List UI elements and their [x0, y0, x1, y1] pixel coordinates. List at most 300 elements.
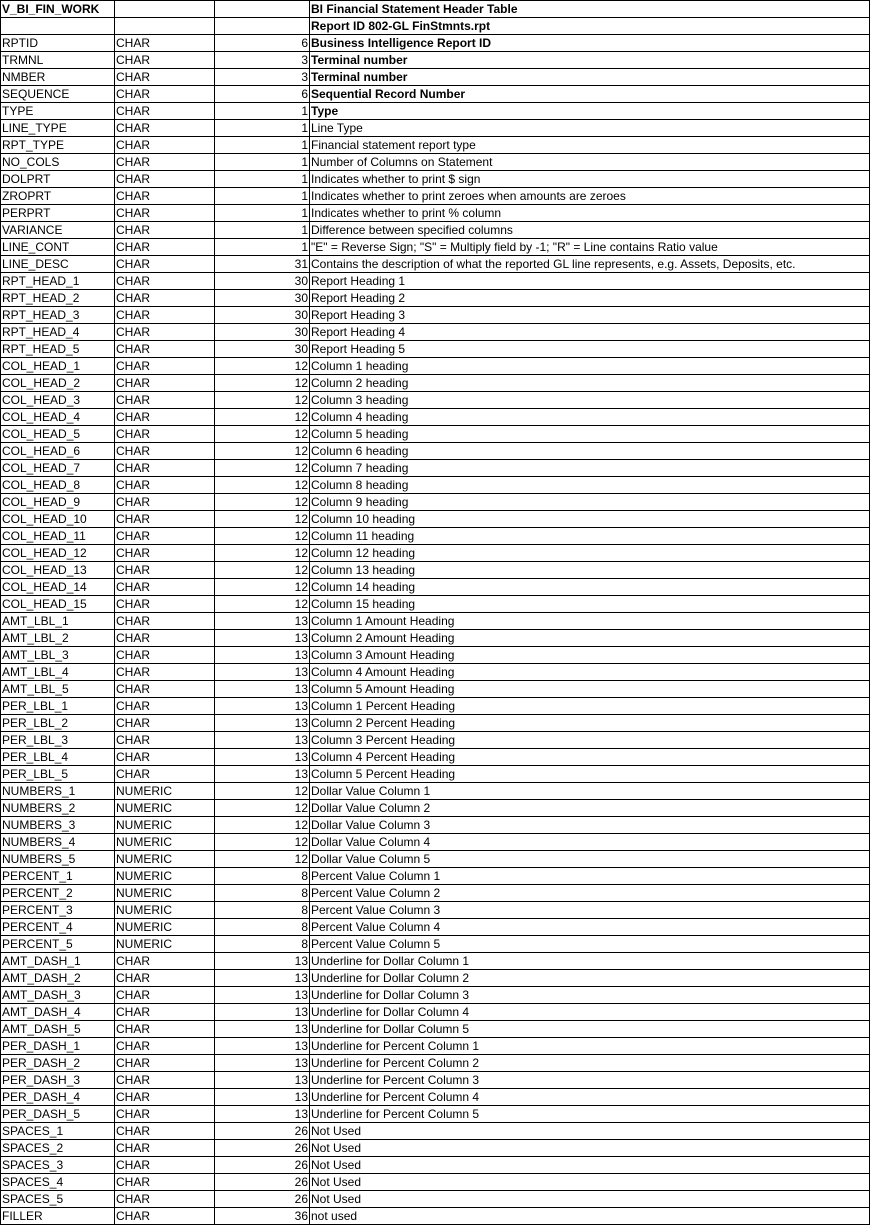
field-type-cell[interactable]: CHAR [115, 545, 215, 562]
field-description-cell[interactable]: Dollar Value Column 3 [310, 817, 870, 834]
field-name-cell[interactable]: LINE_DESC [1, 256, 115, 273]
field-type-cell[interactable]: CHAR [115, 69, 215, 86]
field-name-cell[interactable]: AMT_LBL_1 [1, 613, 115, 630]
field-length-cell[interactable]: 13 [215, 970, 310, 987]
field-name-cell[interactable]: PERPRT [1, 205, 115, 222]
field-name-cell[interactable]: NUMBERS_3 [1, 817, 115, 834]
field-type-cell[interactable]: CHAR [115, 1123, 215, 1140]
field-name-cell[interactable]: NUMBERS_1 [1, 783, 115, 800]
field-type-cell[interactable]: CHAR [115, 749, 215, 766]
field-type-cell[interactable]: CHAR [115, 1157, 215, 1174]
field-length-cell[interactable]: 3 [215, 52, 310, 69]
field-length-cell[interactable]: 12 [215, 477, 310, 494]
table-row [1, 545, 870, 562]
field-length-cell[interactable]: 12 [215, 783, 310, 800]
field-name-cell[interactable]: NMBER [1, 69, 115, 86]
field-length-cell[interactable]: 12 [215, 443, 310, 460]
field-type-cell[interactable]: CHAR [115, 562, 215, 579]
field-type-cell[interactable]: CHAR [115, 1208, 215, 1225]
field-name-cell[interactable]: PER_LBL_2 [1, 715, 115, 732]
field-description-cell[interactable]: Underline for Percent Column 2 [310, 1055, 870, 1072]
field-name-cell[interactable]: COL_HEAD_14 [1, 579, 115, 596]
field-length-cell[interactable]: 6 [215, 86, 310, 103]
field-description-cell[interactable]: Column 3 Percent Heading [310, 732, 870, 749]
field-length-cell[interactable]: 12 [215, 834, 310, 851]
field-length-cell[interactable]: 1 [215, 137, 310, 154]
field-type-cell[interactable]: CHAR [115, 222, 215, 239]
field-length-cell[interactable]: 12 [215, 460, 310, 477]
field-description-cell[interactable]: Underline for Percent Column 5 [310, 1106, 870, 1123]
field-name-cell[interactable]: COL_HEAD_7 [1, 460, 115, 477]
field-name-cell[interactable]: PERCENT_3 [1, 902, 115, 919]
field-length-cell[interactable]: 13 [215, 1072, 310, 1089]
field-name-cell[interactable]: LINE_TYPE [1, 120, 115, 137]
field-type-cell[interactable]: CHAR [115, 358, 215, 375]
field-name-cell[interactable]: TYPE [1, 103, 115, 120]
table-row [1, 358, 870, 375]
field-type-cell[interactable]: CHAR [115, 324, 215, 341]
field-length-cell[interactable]: 12 [215, 817, 310, 834]
field-name-cell[interactable]: RPT_HEAD_5 [1, 341, 115, 358]
field-type-cell[interactable]: CHAR [115, 766, 215, 783]
report-title-cell[interactable]: BI Financial Statement Header Table [310, 1, 870, 18]
field-description-cell[interactable]: Not Used [310, 1191, 870, 1208]
field-type-cell[interactable]: NUMERIC [115, 936, 215, 953]
field-description-cell[interactable]: Column 13 heading [310, 562, 870, 579]
field-length-cell[interactable]: 1 [215, 222, 310, 239]
field-length-cell[interactable]: 12 [215, 596, 310, 613]
field-type-cell[interactable]: CHAR [115, 460, 215, 477]
field-type-cell[interactable]: CHAR [115, 681, 215, 698]
field-description-cell[interactable]: Column 3 Amount Heading [310, 647, 870, 664]
field-type-cell[interactable]: CHAR [115, 1038, 215, 1055]
field-length-cell[interactable]: 30 [215, 307, 310, 324]
field-description-cell[interactable]: Column 4 Percent Heading [310, 749, 870, 766]
field-name-cell[interactable]: FILLER [1, 1208, 115, 1225]
field-name-cell[interactable]: COL_HEAD_4 [1, 409, 115, 426]
field-type-cell[interactable]: NUMERIC [115, 851, 215, 868]
field-type-cell[interactable]: NUMERIC [115, 800, 215, 817]
field-length-cell[interactable]: 1 [215, 188, 310, 205]
field-description-cell[interactable]: Underline for Percent Column 1 [310, 1038, 870, 1055]
field-type-cell[interactable]: CHAR [115, 154, 215, 171]
field-name-cell[interactable]: COL_HEAD_13 [1, 562, 115, 579]
field-name-cell[interactable]: PER_DASH_1 [1, 1038, 115, 1055]
field-description-cell[interactable]: Column 5 Amount Heading [310, 681, 870, 698]
field-length-cell[interactable]: 13 [215, 1038, 310, 1055]
field-length-cell[interactable]: 12 [215, 511, 310, 528]
field-type-cell[interactable]: NUMERIC [115, 919, 215, 936]
field-description-cell[interactable]: Report Heading 3 [310, 307, 870, 324]
field-description-cell[interactable]: Report Heading 2 [310, 290, 870, 307]
field-length-cell[interactable]: 26 [215, 1157, 310, 1174]
field-length-cell[interactable]: 12 [215, 562, 310, 579]
field-name-cell[interactable]: AMT_DASH_3 [1, 987, 115, 1004]
field-type-cell[interactable]: CHAR [115, 1072, 215, 1089]
field-description-cell[interactable]: Type [310, 103, 870, 120]
field-description-cell[interactable]: Indicates whether to print $ sign [310, 171, 870, 188]
field-name-cell[interactable]: SPACES_3 [1, 1157, 115, 1174]
field-description-cell[interactable]: Column 2 Amount Heading [310, 630, 870, 647]
field-description-cell[interactable]: Column 12 heading [310, 545, 870, 562]
field-type-cell[interactable]: NUMERIC [115, 868, 215, 885]
field-name-cell[interactable]: COL_HEAD_3 [1, 392, 115, 409]
field-type-cell[interactable]: CHAR [115, 239, 215, 256]
field-type-cell[interactable]: CHAR [115, 1021, 215, 1038]
field-type-cell[interactable]: CHAR [115, 970, 215, 987]
field-length-cell[interactable]: 13 [215, 1004, 310, 1021]
field-name-cell[interactable]: PER_DASH_2 [1, 1055, 115, 1072]
field-description-cell[interactable]: "E" = Reverse Sign; "S" = Multiply field by -1; "R" = Line contains Ratio value [310, 239, 870, 256]
table-row [1, 698, 870, 715]
field-description-cell[interactable]: Column 8 heading [310, 477, 870, 494]
field-description-cell[interactable]: Terminal number [310, 52, 870, 69]
field-length-cell[interactable]: 12 [215, 851, 310, 868]
field-description-cell[interactable]: Column 1 Percent Heading [310, 698, 870, 715]
field-name-cell[interactable]: COL_HEAD_12 [1, 545, 115, 562]
field-type-cell[interactable]: CHAR [115, 409, 215, 426]
field-length-cell[interactable]: 12 [215, 392, 310, 409]
field-description-cell[interactable]: Column 2 Percent Heading [310, 715, 870, 732]
field-length-cell[interactable]: 13 [215, 681, 310, 698]
field-length-cell[interactable]: 13 [215, 732, 310, 749]
field-name-cell[interactable]: PER_LBL_4 [1, 749, 115, 766]
field-name-cell[interactable]: RPT_HEAD_2 [1, 290, 115, 307]
field-type-cell[interactable]: CHAR [115, 35, 215, 52]
field-name-cell[interactable]: PER_DASH_4 [1, 1089, 115, 1106]
field-type-cell[interactable]: CHAR [115, 647, 215, 664]
field-type-cell[interactable]: CHAR [115, 715, 215, 732]
field-name-cell[interactable]: AMT_LBL_2 [1, 630, 115, 647]
field-name-cell[interactable]: SPACES_1 [1, 1123, 115, 1140]
field-type-cell[interactable]: CHAR [115, 528, 215, 545]
field-name-cell[interactable]: AMT_DASH_4 [1, 1004, 115, 1021]
field-name-cell[interactable]: AMT_DASH_2 [1, 970, 115, 987]
field-length-cell[interactable]: 13 [215, 1089, 310, 1106]
field-length-cell[interactable]: 12 [215, 528, 310, 545]
field-name-cell[interactable]: COL_HEAD_8 [1, 477, 115, 494]
field-description-cell[interactable]: Column 9 heading [310, 494, 870, 511]
field-length-cell[interactable]: 12 [215, 409, 310, 426]
field-description-cell[interactable]: Terminal number [310, 69, 870, 86]
field-name-cell[interactable]: PER_DASH_5 [1, 1106, 115, 1123]
field-type-cell[interactable]: NUMERIC [115, 902, 215, 919]
field-length-cell[interactable]: 1 [215, 205, 310, 222]
empty-cell[interactable] [115, 1, 215, 18]
field-type-cell[interactable]: CHAR [115, 1174, 215, 1191]
field-type-cell[interactable]: CHAR [115, 494, 215, 511]
field-type-cell[interactable]: CHAR [115, 392, 215, 409]
field-type-cell[interactable]: CHAR [115, 103, 215, 120]
field-type-cell[interactable]: CHAR [115, 987, 215, 1004]
field-name-cell[interactable]: PER_DASH_3 [1, 1072, 115, 1089]
table-row [1, 664, 870, 681]
field-description-cell[interactable]: Column 4 Amount Heading [310, 664, 870, 681]
field-type-cell[interactable]: CHAR [115, 52, 215, 69]
field-length-cell[interactable]: 26 [215, 1140, 310, 1157]
field-description-cell[interactable]: Dollar Value Column 5 [310, 851, 870, 868]
report-id-cell[interactable]: Report ID 802-GL FinStmnts.rpt [310, 18, 870, 35]
field-description-cell[interactable]: Sequential Record Number [310, 86, 870, 103]
field-length-cell[interactable]: 3 [215, 69, 310, 86]
field-length-cell[interactable]: 13 [215, 987, 310, 1004]
table-row [1, 919, 870, 936]
field-length-cell[interactable]: 12 [215, 358, 310, 375]
field-type-cell[interactable]: CHAR [115, 664, 215, 681]
field-length-cell[interactable]: 13 [215, 647, 310, 664]
field-type-cell[interactable]: CHAR [115, 290, 215, 307]
field-name-cell[interactable]: NUMBERS_2 [1, 800, 115, 817]
field-name-cell[interactable]: NO_COLS [1, 154, 115, 171]
field-name-cell[interactable]: VARIANCE [1, 222, 115, 239]
field-type-cell[interactable]: CHAR [115, 1191, 215, 1208]
field-description-cell[interactable]: Report Heading 1 [310, 273, 870, 290]
field-description-cell[interactable]: Column 11 heading [310, 528, 870, 545]
field-description-cell[interactable]: Not Used [310, 1140, 870, 1157]
field-length-cell[interactable]: 31 [215, 256, 310, 273]
field-description-cell[interactable]: Financial statement report type [310, 137, 870, 154]
field-name-cell[interactable]: AMT_DASH_5 [1, 1021, 115, 1038]
field-description-cell[interactable]: Dollar Value Column 1 [310, 783, 870, 800]
field-name-cell[interactable]: NUMBERS_5 [1, 851, 115, 868]
field-name-cell[interactable]: AMT_DASH_1 [1, 953, 115, 970]
field-type-cell[interactable]: CHAR [115, 596, 215, 613]
field-name-cell[interactable]: LINE_CONT [1, 239, 115, 256]
field-description-cell[interactable]: Column 3 heading [310, 392, 870, 409]
field-length-cell[interactable]: 13 [215, 766, 310, 783]
field-description-cell[interactable]: Difference between specified columns [310, 222, 870, 239]
field-name-cell[interactable]: ZROPRT [1, 188, 115, 205]
field-description-cell[interactable]: Report Heading 4 [310, 324, 870, 341]
table-row [1, 35, 870, 52]
empty-cell[interactable] [1, 18, 115, 35]
header-row-1 [1, 1, 870, 18]
field-name-cell[interactable]: RPT_HEAD_4 [1, 324, 115, 341]
field-length-cell[interactable]: 12 [215, 579, 310, 596]
field-length-cell[interactable]: 13 [215, 613, 310, 630]
field-name-cell[interactable]: RPT_TYPE [1, 137, 115, 154]
field-name-cell[interactable]: AMT_LBL_4 [1, 664, 115, 681]
field-description-cell[interactable]: Underline for Dollar Column 3 [310, 987, 870, 1004]
field-length-cell[interactable]: 36 [215, 1208, 310, 1225]
field-length-cell[interactable]: 13 [215, 698, 310, 715]
field-type-cell[interactable]: CHAR [115, 307, 215, 324]
field-type-cell[interactable]: NUMERIC [115, 817, 215, 834]
field-description-cell[interactable]: Not Used [310, 1157, 870, 1174]
field-description-cell[interactable]: Column 5 heading [310, 426, 870, 443]
field-description-cell[interactable]: Percent Value Column 4 [310, 919, 870, 936]
field-description-cell[interactable]: Column 4 heading [310, 409, 870, 426]
field-type-cell[interactable]: CHAR [115, 171, 215, 188]
field-name-cell[interactable]: PERCENT_5 [1, 936, 115, 953]
field-description-cell[interactable]: Percent Value Column 1 [310, 868, 870, 885]
table-row [1, 851, 870, 868]
field-description-cell[interactable]: Underline for Percent Column 4 [310, 1089, 870, 1106]
field-length-cell[interactable]: 8 [215, 919, 310, 936]
field-length-cell[interactable]: 30 [215, 290, 310, 307]
field-description-cell[interactable]: Column 2 heading [310, 375, 870, 392]
field-length-cell[interactable]: 1 [215, 103, 310, 120]
field-length-cell[interactable]: 13 [215, 715, 310, 732]
field-type-cell[interactable]: CHAR [115, 511, 215, 528]
field-length-cell[interactable]: 13 [215, 664, 310, 681]
field-type-cell[interactable]: CHAR [115, 341, 215, 358]
field-length-cell[interactable]: 12 [215, 800, 310, 817]
field-description-cell[interactable]: Column 1 heading [310, 358, 870, 375]
field-type-cell[interactable]: CHAR [115, 477, 215, 494]
field-type-cell[interactable]: NUMERIC [115, 783, 215, 800]
field-type-cell[interactable]: CHAR [115, 1089, 215, 1106]
field-name-cell[interactable]: NUMBERS_4 [1, 834, 115, 851]
field-type-cell[interactable]: CHAR [115, 1106, 215, 1123]
field-length-cell[interactable]: 13 [215, 1106, 310, 1123]
field-name-cell[interactable]: COL_HEAD_1 [1, 358, 115, 375]
field-length-cell[interactable]: 12 [215, 494, 310, 511]
table-row [1, 579, 870, 596]
field-description-cell[interactable]: Column 14 heading [310, 579, 870, 596]
field-name-cell[interactable]: PERCENT_2 [1, 885, 115, 902]
field-type-cell[interactable]: CHAR [115, 630, 215, 647]
field-description-cell[interactable]: Underline for Dollar Column 1 [310, 953, 870, 970]
field-length-cell[interactable]: 30 [215, 341, 310, 358]
field-description-cell[interactable]: Indicates whether to print % column [310, 205, 870, 222]
table-row [1, 596, 870, 613]
table-row [1, 1106, 870, 1123]
field-type-cell[interactable]: CHAR [115, 273, 215, 290]
field-length-cell[interactable]: 12 [215, 426, 310, 443]
field-type-cell[interactable]: CHAR [115, 732, 215, 749]
field-name-cell[interactable]: RPT_HEAD_3 [1, 307, 115, 324]
field-type-cell[interactable]: CHAR [115, 426, 215, 443]
field-type-cell[interactable]: CHAR [115, 205, 215, 222]
field-length-cell[interactable]: 30 [215, 324, 310, 341]
field-type-cell[interactable]: CHAR [115, 613, 215, 630]
field-description-cell[interactable]: Percent Value Column 3 [310, 902, 870, 919]
field-description-cell[interactable]: Business Intelligence Report ID [310, 35, 870, 52]
field-length-cell[interactable]: 13 [215, 749, 310, 766]
field-length-cell[interactable]: 8 [215, 936, 310, 953]
field-length-cell[interactable]: 1 [215, 120, 310, 137]
field-description-cell[interactable]: Column 5 Percent Heading [310, 766, 870, 783]
field-length-cell[interactable]: 1 [215, 239, 310, 256]
field-name-cell[interactable]: COL_HEAD_10 [1, 511, 115, 528]
field-name-cell[interactable]: AMT_LBL_5 [1, 681, 115, 698]
field-description-cell[interactable]: Number of Columns on Statement [310, 154, 870, 171]
field-length-cell[interactable]: 26 [215, 1174, 310, 1191]
field-description-cell[interactable]: Not Used [310, 1123, 870, 1140]
field-name-cell[interactable]: COL_HEAD_11 [1, 528, 115, 545]
field-description-cell[interactable]: Line Type [310, 120, 870, 137]
field-description-cell[interactable]: Underline for Dollar Column 5 [310, 1021, 870, 1038]
field-type-cell[interactable]: CHAR [115, 698, 215, 715]
field-description-cell[interactable]: Underline for Dollar Column 2 [310, 970, 870, 987]
field-name-cell[interactable]: RPT_HEAD_1 [1, 273, 115, 290]
field-name-cell[interactable]: DOLPRT [1, 171, 115, 188]
field-name-cell[interactable]: TRMNL [1, 52, 115, 69]
field-length-cell[interactable]: 1 [215, 154, 310, 171]
field-description-cell[interactable]: Column 1 Amount Heading [310, 613, 870, 630]
field-length-cell[interactable]: 12 [215, 375, 310, 392]
field-length-cell[interactable]: 30 [215, 273, 310, 290]
field-description-cell[interactable]: Percent Value Column 2 [310, 885, 870, 902]
field-description-cell[interactable]: Indicates whether to print zeroes when amounts are zeroes [310, 188, 870, 205]
field-name-cell[interactable]: SEQUENCE [1, 86, 115, 103]
field-length-cell[interactable]: 13 [215, 953, 310, 970]
field-description-cell[interactable]: Column 15 heading [310, 596, 870, 613]
table-row [1, 1004, 870, 1021]
field-length-cell[interactable]: 6 [215, 35, 310, 52]
field-name-cell[interactable]: COL_HEAD_2 [1, 375, 115, 392]
field-type-cell[interactable]: CHAR [115, 443, 215, 460]
field-description-cell[interactable]: Percent Value Column 5 [310, 936, 870, 953]
field-type-cell[interactable]: CHAR [115, 137, 215, 154]
field-type-cell[interactable]: CHAR [115, 120, 215, 137]
field-description-cell[interactable]: Column 10 heading [310, 511, 870, 528]
field-type-cell[interactable]: CHAR [115, 579, 215, 596]
field-length-cell[interactable]: 13 [215, 1055, 310, 1072]
field-description-cell[interactable]: Underline for Percent Column 3 [310, 1072, 870, 1089]
field-length-cell[interactable]: 1 [215, 171, 310, 188]
field-type-cell[interactable]: NUMERIC [115, 834, 215, 851]
field-name-cell[interactable]: RPTID [1, 35, 115, 52]
field-description-cell[interactable]: Column 7 heading [310, 460, 870, 477]
field-type-cell[interactable]: CHAR [115, 188, 215, 205]
field-length-cell[interactable]: 8 [215, 902, 310, 919]
field-description-cell[interactable]: Report Heading 5 [310, 341, 870, 358]
field-type-cell[interactable]: CHAR [115, 256, 215, 273]
field-name-cell[interactable]: COL_HEAD_6 [1, 443, 115, 460]
field-name-cell[interactable]: PER_LBL_5 [1, 766, 115, 783]
field-length-cell[interactable]: 8 [215, 885, 310, 902]
field-name-cell[interactable]: PERCENT_4 [1, 919, 115, 936]
field-description-cell[interactable]: Not Used [310, 1174, 870, 1191]
field-type-cell[interactable]: CHAR [115, 953, 215, 970]
field-type-cell[interactable]: CHAR [115, 1140, 215, 1157]
field-type-cell[interactable]: CHAR [115, 1055, 215, 1072]
field-length-cell[interactable]: 26 [215, 1191, 310, 1208]
field-description-cell[interactable]: Column 6 heading [310, 443, 870, 460]
field-name-cell[interactable]: COL_HEAD_9 [1, 494, 115, 511]
field-description-cell[interactable]: Dollar Value Column 2 [310, 800, 870, 817]
field-name-cell[interactable]: SPACES_4 [1, 1174, 115, 1191]
field-name-cell[interactable]: PERCENT_1 [1, 868, 115, 885]
table-name-cell[interactable]: V_BI_FIN_WORK [1, 1, 115, 18]
field-description-cell[interactable]: Contains the description of what the reported GL line represents, e.g. Assets, Deposits, etc. [310, 256, 870, 273]
empty-cell[interactable] [215, 18, 310, 35]
empty-cell[interactable] [115, 18, 215, 35]
field-name-cell[interactable]: SPACES_5 [1, 1191, 115, 1208]
field-length-cell[interactable]: 12 [215, 545, 310, 562]
field-name-cell[interactable]: COL_HEAD_5 [1, 426, 115, 443]
field-type-cell[interactable]: CHAR [115, 1004, 215, 1021]
field-description-cell[interactable]: not used [310, 1208, 870, 1225]
field-name-cell[interactable]: AMT_LBL_3 [1, 647, 115, 664]
field-name-cell[interactable]: PER_LBL_3 [1, 732, 115, 749]
field-length-cell[interactable]: 13 [215, 1021, 310, 1038]
field-description-cell[interactable]: Dollar Value Column 4 [310, 834, 870, 851]
field-length-cell[interactable]: 13 [215, 630, 310, 647]
empty-cell[interactable] [215, 1, 310, 18]
field-type-cell[interactable]: CHAR [115, 86, 215, 103]
field-length-cell[interactable]: 26 [215, 1123, 310, 1140]
field-description-cell[interactable]: Underline for Dollar Column 4 [310, 1004, 870, 1021]
field-type-cell[interactable]: CHAR [115, 375, 215, 392]
field-type-cell[interactable]: NUMERIC [115, 885, 215, 902]
field-name-cell[interactable]: SPACES_2 [1, 1140, 115, 1157]
field-name-cell[interactable]: COL_HEAD_15 [1, 596, 115, 613]
field-name-cell[interactable]: PER_LBL_1 [1, 698, 115, 715]
field-length-cell[interactable]: 8 [215, 868, 310, 885]
